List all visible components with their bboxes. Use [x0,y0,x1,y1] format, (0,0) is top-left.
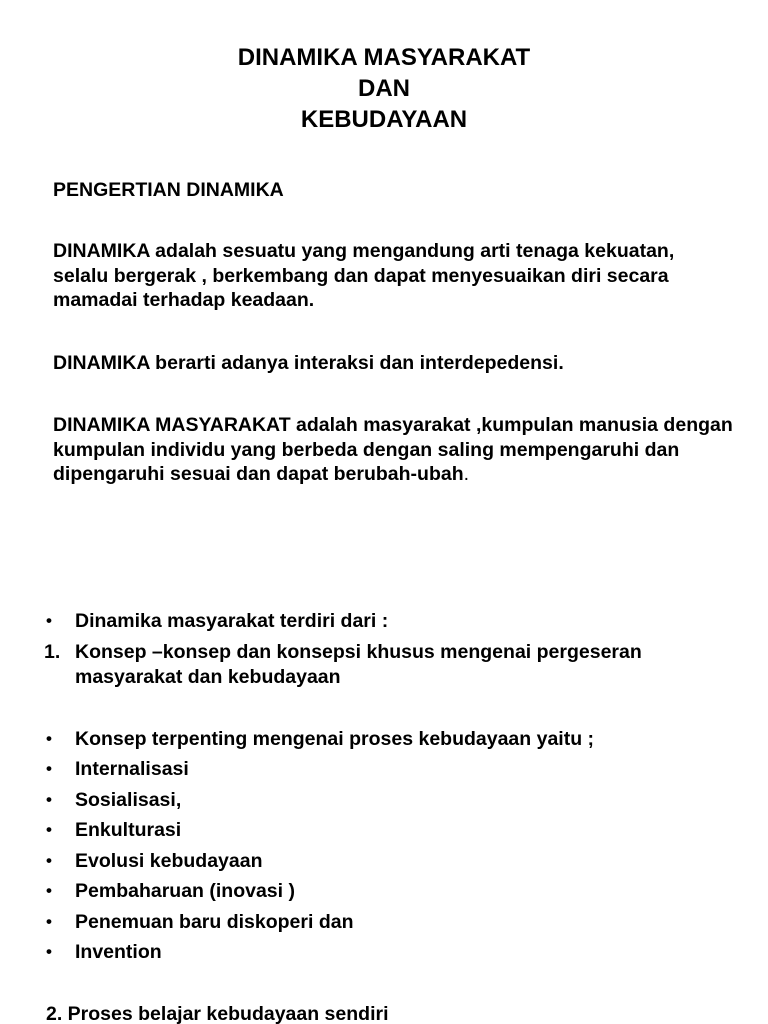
paragraph-dinamika-masyarakat [53,413,733,487]
bullet-icon: • [46,759,52,778]
bullet-icon: • [46,729,52,748]
list-item-text: Penemuan baru diskoperi dan [75,911,354,933]
list-item-text: Enkulturasi [75,819,182,841]
list-item [44,727,744,752]
list-item-text: Konsep terpenting mengenai proses kebudayaan yaitu ; [75,728,595,750]
list-number: 1. [44,641,61,663]
list-item [44,910,744,935]
paragraph-dinamika-interaction: DINAMIKA berarti adanya interaksi dan interdepedensi. [53,352,564,374]
list-item [44,849,744,874]
paragraph-dinamika-masyarakat-text: DINAMIKA MASYARAKAT adalah masyarakat ,kumpulan manusia dengan kumpulan individu yang berbeda dengan saling mempengaruhi dan dipengaruhi sesuai dan dapat berubah-ubah [53,414,733,485]
list-item-text: Evolusi kebudayaan [75,850,263,872]
list-item-text: Sosialisasi, [75,789,182,811]
list-item-intro [44,609,744,634]
paragraph-end-period: . [463,463,470,485]
list-item-numbered-1 [44,640,744,689]
paragraph-dinamika-definition: DINAMIKA adalah sesuatu yang mengandung arti tenaga kekuatan, selalu bergerak , berkembang dan dapat menyesuaikan diri secara mamadai terhadap keadaan. [53,240,675,311]
bullet-icon: • [46,912,52,931]
bullet-icon: • [46,611,52,630]
list-item-text: Dinamika masyarakat terdiri dari : [75,610,389,632]
bullet-icon: • [46,942,52,961]
title-line-2: DAN [358,75,410,102]
list-item [44,818,744,843]
bullet-icon: • [46,881,52,900]
bullet-icon: • [46,820,52,839]
bullet-icon: • [46,790,52,809]
list-item [44,879,744,904]
list-item [44,940,744,965]
list-item [44,788,744,813]
section-heading: PENGERTIAN DINAMIKA [53,179,284,201]
list-item-text: Invention [75,941,162,963]
bullet-icon: • [46,851,52,870]
title-line-3: KEBUDAYAAN [300,106,468,133]
document-title [0,42,768,135]
list-item-numbered-2: 2. Proses belajar kebudayaan sendiri [46,1003,389,1024]
title-line-1: DINAMIKA MASYARAKAT [237,44,531,71]
list-item [44,757,744,782]
list-item-text: Pembaharuan (inovasi ) [75,880,295,902]
list-item-text: Internalisasi [75,758,189,780]
list-item-text: Konsep –konsep dan konsepsi khusus mengenai pergeseran masyarakat dan kebudayaan [75,641,642,688]
